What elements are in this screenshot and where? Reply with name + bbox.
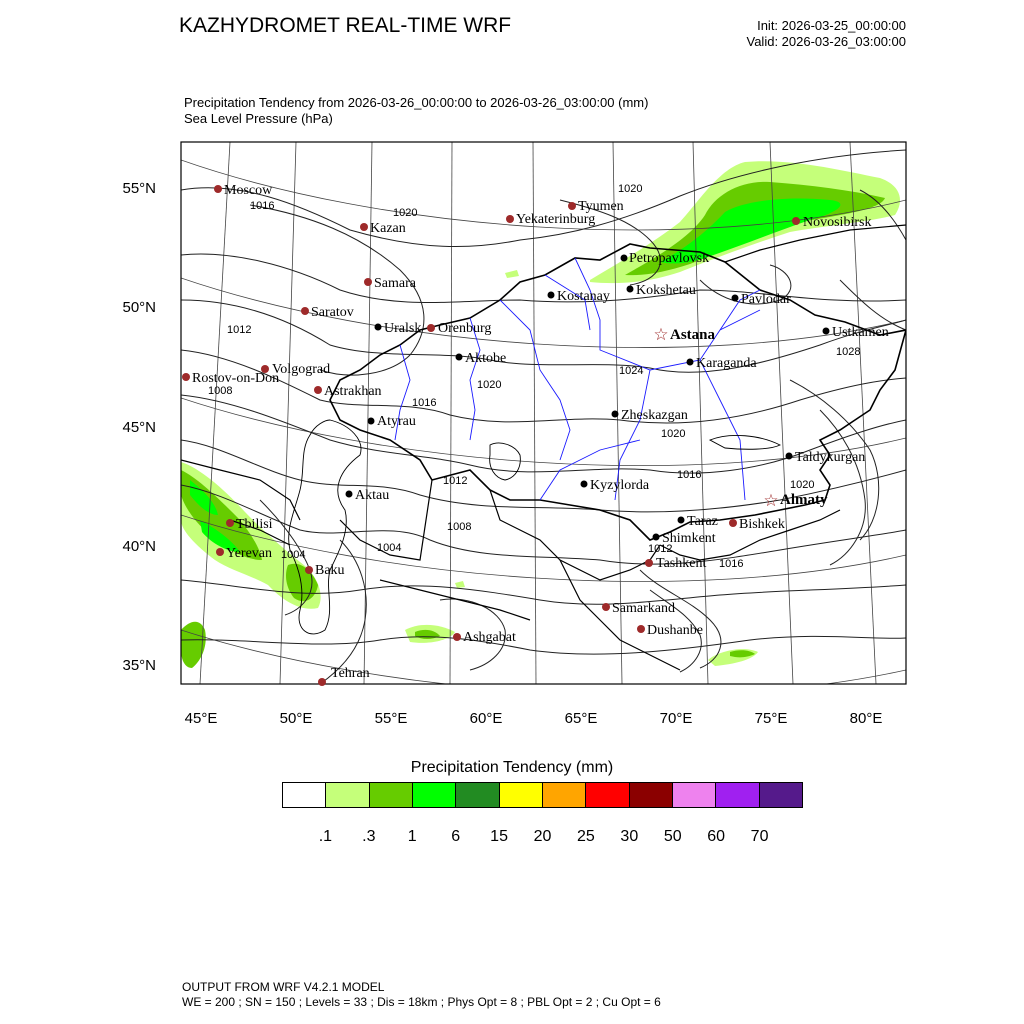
isobar-label: 1020 <box>477 379 502 391</box>
city-dot-foreign <box>318 678 326 686</box>
city-label: Bishkek <box>739 517 785 532</box>
capital-label: Astana <box>670 327 716 343</box>
city-label: Orenburg <box>438 321 492 336</box>
city-dot-foreign <box>506 215 514 223</box>
city-dot-foreign <box>568 202 576 210</box>
city-label: Kyzylorda <box>590 478 650 493</box>
city-label: Taldykurgan <box>795 450 866 465</box>
city-dot-foreign <box>360 223 368 231</box>
valid-time: Valid: 2026-03-26_03:00:00 <box>746 34 906 49</box>
city-label: Aktobe <box>465 351 507 366</box>
city-dot-kz <box>621 255 628 262</box>
city-dot-foreign <box>305 566 313 574</box>
isobar-label: 1016 <box>677 469 702 481</box>
isobar-label: 1016 <box>412 397 437 409</box>
isobar-label: 1012 <box>648 543 673 555</box>
colorbar-tick-label: .1 <box>318 828 333 845</box>
colorbar-swatch <box>760 783 802 807</box>
colorbar-tick-label: .3 <box>362 828 376 845</box>
city-dot-kz <box>732 295 739 302</box>
city-dot-kz <box>823 328 830 335</box>
colorbar-swatch <box>716 783 759 807</box>
city-label: Uralsk <box>384 321 422 336</box>
colorbar-tick-label: 50 <box>663 828 682 845</box>
isobar-label: 1020 <box>790 479 815 491</box>
city-label: Tbilisi <box>236 517 273 532</box>
city-label: Moscow <box>224 183 273 198</box>
model-footer <box>182 980 661 1010</box>
colorbar-tick-label: 6 <box>451 828 461 845</box>
precip-field-label: Precipitation Tendency from 2026-03-26_00:00:00 to 2026-03-26_03:00:00 (mm) <box>184 95 649 110</box>
city-label: Atyrau <box>377 414 416 429</box>
city-label: Astrakhan <box>324 384 382 399</box>
lon-label: 75°E <box>754 710 788 727</box>
colorbar-tick-label: 15 <box>490 828 508 845</box>
colorbar-swatch <box>370 783 413 807</box>
colorbar <box>282 782 803 808</box>
city-label: Ashgabat <box>463 630 516 645</box>
city-dot-foreign <box>792 217 800 225</box>
city-dot-foreign <box>216 548 224 556</box>
lat-axis <box>122 180 156 674</box>
chart-title: KAZHYDROMET REAL-TIME WRF <box>179 14 512 37</box>
city-dot-foreign <box>214 185 222 193</box>
lon-label: 60°E <box>469 710 503 727</box>
city-dot-foreign <box>602 603 610 611</box>
city-label: Aktau <box>355 488 390 503</box>
city-dot-kz <box>678 517 685 524</box>
city-label: Kazan <box>370 221 406 236</box>
city-dot-kz <box>375 324 382 331</box>
city-dot-kz <box>653 534 660 541</box>
colorbar-swatch <box>283 783 326 807</box>
lat-label: 55°N <box>122 180 156 197</box>
city-dot-kz <box>581 481 588 488</box>
colorbar-swatch <box>543 783 586 807</box>
isobar-label: 1012 <box>443 475 468 487</box>
city-dot-foreign <box>182 373 190 381</box>
city-dot-foreign <box>427 324 435 332</box>
city-dot-foreign <box>729 519 737 527</box>
city-dot-foreign <box>314 386 322 394</box>
lon-label: 70°E <box>659 710 693 727</box>
capital-star-icon: ☆ <box>763 491 779 511</box>
isobar-label: 1008 <box>447 521 472 533</box>
city-dot-foreign <box>637 625 645 633</box>
colorbar-title: Precipitation Tendency (mm) <box>410 759 614 776</box>
colorbar-swatch <box>630 783 673 807</box>
city-label: Tyumen <box>578 199 624 214</box>
city-label: Kostanay <box>557 289 610 304</box>
colorbar-tick-label: 25 <box>577 828 595 845</box>
init-time: Init: 2026-03-25_00:00:00 <box>757 18 906 33</box>
city-label: Taraz <box>687 514 718 529</box>
lon-label: 65°E <box>564 710 598 727</box>
isobar-label: 1004 <box>281 549 306 561</box>
lon-axis <box>185 710 883 727</box>
city-label: Baku <box>315 563 345 578</box>
lat-label: 40°N <box>122 538 156 555</box>
colorbar-tick-label: 1 <box>407 828 417 845</box>
city-label: Dushanbe <box>647 623 703 638</box>
city-dot-kz <box>627 286 634 293</box>
city-dot-kz <box>548 292 555 299</box>
city-dot-kz <box>346 491 353 498</box>
city-label: Saratov <box>311 305 354 320</box>
aral-sea <box>490 443 521 480</box>
city-label: Petropavlovsk <box>629 251 710 266</box>
city-label: Volgograd <box>272 362 331 377</box>
city-dot-foreign <box>226 519 234 527</box>
balkhash-lake <box>710 435 780 449</box>
isobar-label: 1016 <box>719 558 744 570</box>
city-label: Shimkent <box>662 531 716 546</box>
city-label: Ustkamen <box>832 325 889 340</box>
lat-label: 35°N <box>122 657 156 674</box>
city-label: Tehran <box>331 666 370 681</box>
capital-star-icon: ☆ <box>653 325 669 345</box>
lon-label: 50°E <box>279 710 313 727</box>
city-dot-foreign <box>645 559 653 567</box>
isobar-label: 1008 <box>208 385 233 397</box>
city-dot-foreign <box>453 633 461 641</box>
colorbar-tick-label: 20 <box>533 828 552 845</box>
isobar-label: 1028 <box>836 346 861 358</box>
lon-label: 45°E <box>184 710 218 727</box>
city-label: Pavlodar <box>741 292 791 307</box>
colorbar-swatch <box>586 783 629 807</box>
isobar-label: 1004 <box>377 542 402 554</box>
isobar-label: 1016 <box>250 200 275 212</box>
colorbar-tick-label: 60 <box>707 828 726 845</box>
city-dot-kz <box>456 354 463 361</box>
colorbar-tick-label: 70 <box>750 828 769 845</box>
isobar-label: 1020 <box>393 207 418 219</box>
city-label: Novosibirsk <box>803 215 872 230</box>
city-label: Karaganda <box>696 356 757 371</box>
city-dot-kz <box>612 411 619 418</box>
colorbar-swatch <box>456 783 499 807</box>
lat-label: 50°N <box>122 299 156 316</box>
model-version: OUTPUT FROM WRF V4.2.1 MODEL <box>182 980 385 994</box>
isobar-label: 1024 <box>619 365 644 377</box>
city-label: Tashkent <box>656 556 707 571</box>
city-dot-kz <box>368 418 375 425</box>
lat-label: 45°N <box>122 419 156 436</box>
city-dot-kz <box>786 453 793 460</box>
city-label: Yekaterinburg <box>516 212 596 227</box>
isobar-label: 1012 <box>227 324 252 336</box>
lon-label: 80°E <box>849 710 883 727</box>
precip-speck-2 <box>455 581 465 588</box>
city-label: Rostov-on-Don <box>192 371 280 386</box>
lon-label: 55°E <box>374 710 408 727</box>
capital-label: Almaty <box>780 492 828 508</box>
colorbar-swatch <box>326 783 369 807</box>
colorbar-tick-label: 30 <box>620 828 639 845</box>
precip-speck-1 <box>505 270 519 278</box>
slp-field-label: Sea Level Pressure (hPa) <box>184 111 333 126</box>
city-label: Samara <box>374 276 416 291</box>
city-dot-foreign <box>364 278 372 286</box>
city-dot-foreign <box>301 307 309 315</box>
city-dot-kz <box>687 359 694 366</box>
colorbar-swatch <box>673 783 716 807</box>
city-label: Zheskazgan <box>621 408 688 423</box>
model-config: WE = 200 ; SN = 150 ; Levels = 33 ; Dis = 18km ; Phys Opt = 8 ; PBL Opt = 2 ; Cu Opt = 6 <box>182 995 661 1009</box>
city-label: Kokshetau <box>636 283 696 298</box>
isobar-label: 1020 <box>661 428 686 440</box>
colorbar-swatch <box>500 783 543 807</box>
national-borders <box>181 225 906 670</box>
colorbar-swatch <box>413 783 456 807</box>
city-label: Yerevan <box>226 546 273 561</box>
city-label: Samarkand <box>612 601 675 616</box>
isobar-label: 1020 <box>618 183 643 195</box>
